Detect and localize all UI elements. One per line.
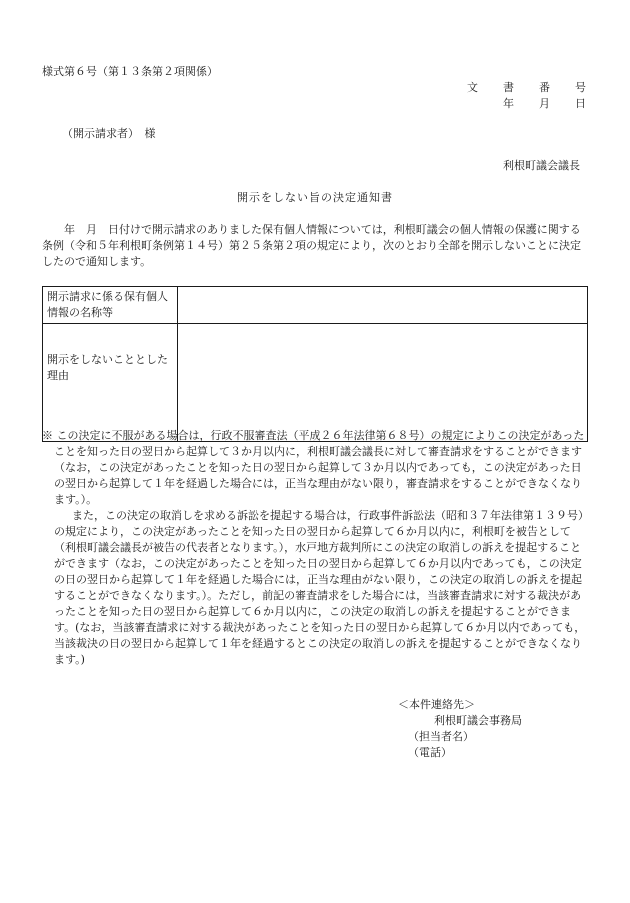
document-number-block — [467, 80, 593, 112]
info-table — [42, 286, 588, 442]
document-title: 開示をしない旨の決定通知書 — [237, 191, 393, 204]
table-row — [43, 287, 588, 324]
date-label: 年 月 日 — [503, 97, 593, 110]
note-block — [42, 428, 590, 668]
contact-office: 利根町議会事務局 — [434, 714, 522, 727]
addressee: （開示請求者） 様 — [62, 127, 156, 140]
contact-person: （担当者名） — [408, 730, 474, 743]
body-text: 年 月 日付けで開示請求のありました保有個人情報については，利根町議会の個人情報の保護に関する条例（令和５年利根町条例第１４号）第２５条第２項の規定により，次のとおり全部を開示しないことに決定したので通知します。 — [42, 223, 581, 268]
table-value-reason — [178, 324, 588, 442]
table-label-requested-info: 開示請求に係る保有個人情報の名称等 — [43, 287, 178, 324]
form-label: 様式第６号（第１３条第２項関係） — [42, 65, 218, 78]
document-number-label: 文 書 番 号 — [467, 81, 593, 94]
contact-block — [398, 697, 522, 761]
contact-phone: （電話） — [408, 746, 452, 759]
note-paragraph-appeal: ※ この決定に不服がある場合は，行政不服審査法（平成２６年法律第６８号）の規定によりこの決定があったことを知った日の翌日から起算して３か月以内に，利根町議会議長に対して審査請求をすることができます（なお，この決定があったことを知った日の翌日から起算して３か月以内であっても，この決定があった日の翌日から起算して１年を経過した場合には，正当な理由がない限り，審査請求をすることができなくなります。）。 — [42, 429, 585, 506]
table-label-reason: 開示をしないこととした理由 — [43, 324, 178, 442]
sender: 利根町議会議長 — [503, 159, 580, 172]
contact-heading: ＜本件連絡先＞ — [398, 698, 475, 711]
table-value-requested-info — [178, 287, 588, 324]
table-row — [43, 324, 588, 442]
note-paragraph-lawsuit: また，この決定の取消しを求める訴訟を提起する場合は，行政事件訴訟法（昭和３７年法律第１３９号）の規定により，この決定があったことを知った日の翌日から起算して６か月以内に，利根町を被告として（利根町議会議長が被告の代表者となります。），水戸地方裁判所にこの決定の取消しの訴えを提起することができます（なお，この決定があったことを知った日の翌日から起算して６か月以内であっても，この決定の日の翌日から起算して１年を経過した場合には，正当な理由がない限り，この決定の取消しの訴えを提起することができなくなります。）。ただし，前記の審査請求をした場合には，当該審査請求に対する裁決があったことを知った日の翌日から起算して６か月以内に，この決定の取消しの訴えを提起することができます。(なお，当該審査請求に対する裁決があったことを知った日の翌日から起算して６か月以内であっても，当該裁決の日の翌日から起算して１年を経過するとこの決定の取消しの訴えを提起することができなくなります。) — [54, 509, 589, 666]
